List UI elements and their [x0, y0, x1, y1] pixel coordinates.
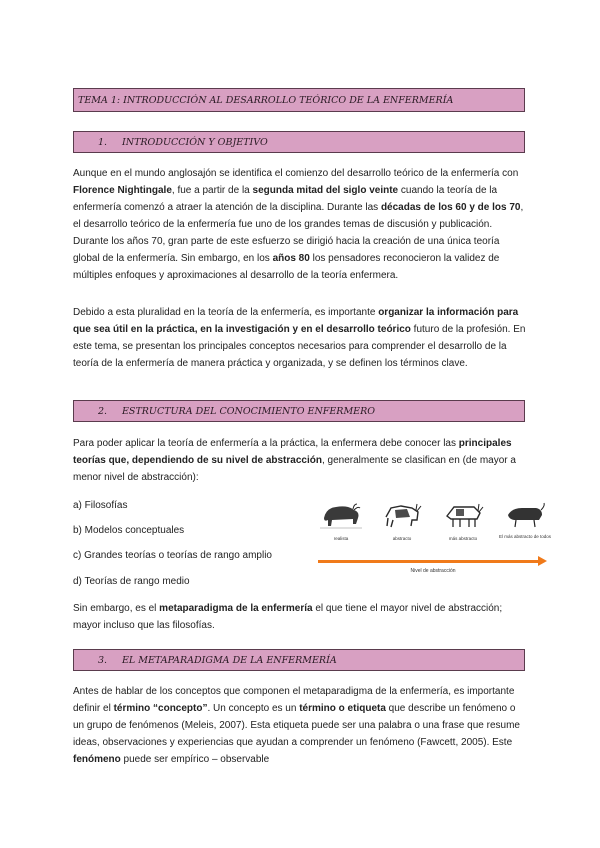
list-item: a) Filosofías	[73, 500, 128, 511]
bull-image-realistic	[320, 498, 362, 532]
figure-caption: más abstracto	[448, 536, 478, 541]
bull-image-abstract	[381, 498, 423, 532]
list-item: c) Grandes teorías o teorías de rango amplio	[73, 550, 272, 561]
paragraph-concept: Antes de hablar de los conceptos que componen el metaparadigma de la enfermería, es importante definir el término “concepto”. Un concepto es un término o etiqueta que describe un fenómeno o un grupo de fenómenos (Meleis, 2007). Esta etiqueta puede ser una palabra o una frase que resume ideas, observaciones y experiencias que ayudan a comprender un fenómeno (Fawcett, 2005). Este fenómeno puede ser empírico – observable	[73, 686, 520, 765]
page-title-bar	[73, 88, 525, 112]
figure-caption: abstracto	[392, 536, 412, 541]
bull-image-more-abstract	[442, 498, 484, 532]
list-item: d) Teorías de rango medio	[73, 576, 190, 587]
page-title: TEMA 1: INTRODUCCIÓN AL DESARROLLO TEÓRICO DE LA ENFERMERÍA	[78, 94, 454, 106]
section-title: ESTRUCTURA DEL CONOCIMIENTO ENFERMERO	[122, 405, 376, 417]
figure-caption: realista	[333, 536, 349, 541]
figure-caption: El más abstracto de todos	[498, 534, 552, 539]
section-number: 2.	[98, 405, 108, 417]
section-number: 1.	[98, 136, 108, 148]
list-item: b) Modelos conceptuales	[73, 525, 185, 536]
section-title: EL METAPARADIGMA DE LA ENFERMERÍA	[122, 654, 337, 666]
paragraph-metaparadigm: Sin embargo, es el metaparadigma de la enfermería el que tiene el mayor nivel de abstracción; mayor incluso que las filosofías.	[73, 603, 503, 631]
paragraph-structure: Para poder aplicar la teoría de enfermería a la práctica, la enfermera debe conocer las principales teorías que, dependiendo de su nivel de abstracción, generalmente se clasifican en (de mayor a menor nivel de abstracción):	[73, 438, 516, 483]
abstraction-figure	[318, 498, 550, 578]
abstraction-arrow	[318, 560, 540, 563]
section-title: INTRODUCCIÓN Y OBJETIVO	[122, 136, 268, 148]
arrow-label: Nivel de abstracción	[410, 568, 456, 574]
section-heading-3	[73, 649, 525, 671]
bull-image-most-abstract	[504, 498, 546, 532]
section-heading-2	[73, 400, 525, 422]
paragraph-plurality: Debido a esta pluralidad en la teoría de la enfermería, es importante organizar la información para que sea útil en la práctica, en la investigación y en el desarrollo teórico futuro de la profesión. En este tema, se presentan los principales conceptos necesarios para comprender el desarrollo de la teoría de la enfermería de manera práctica y organizada, y se definen los términos clave.	[73, 307, 526, 369]
arrow-head-icon	[538, 556, 547, 566]
section-number: 3.	[98, 654, 108, 666]
section-heading-1	[73, 131, 525, 153]
paragraph-intro: Aunque en el mundo anglosajón se identifica el comienzo del desarrollo teórico de la enfermería con Florence Nightingale, fue a partir de la segunda mitad del siglo veinte cuando la teoría de la enfermería comenzó a atraer la atención de la disciplina. Durante las décadas de los 60 y de los 70, el desarrollo teórico de la enfermería fue uno de los grandes temas de discusión y publicación. Durante los años 70, gran parte de este esfuerzo se dirigió hacia la creación de una única teoría global de la enfermería. Sin embargo, en los años 80 los pensadores reconocieron la validez de múltiples enfoques y aproximaciones al desarrollo de la teoría enfermera.	[73, 168, 524, 281]
